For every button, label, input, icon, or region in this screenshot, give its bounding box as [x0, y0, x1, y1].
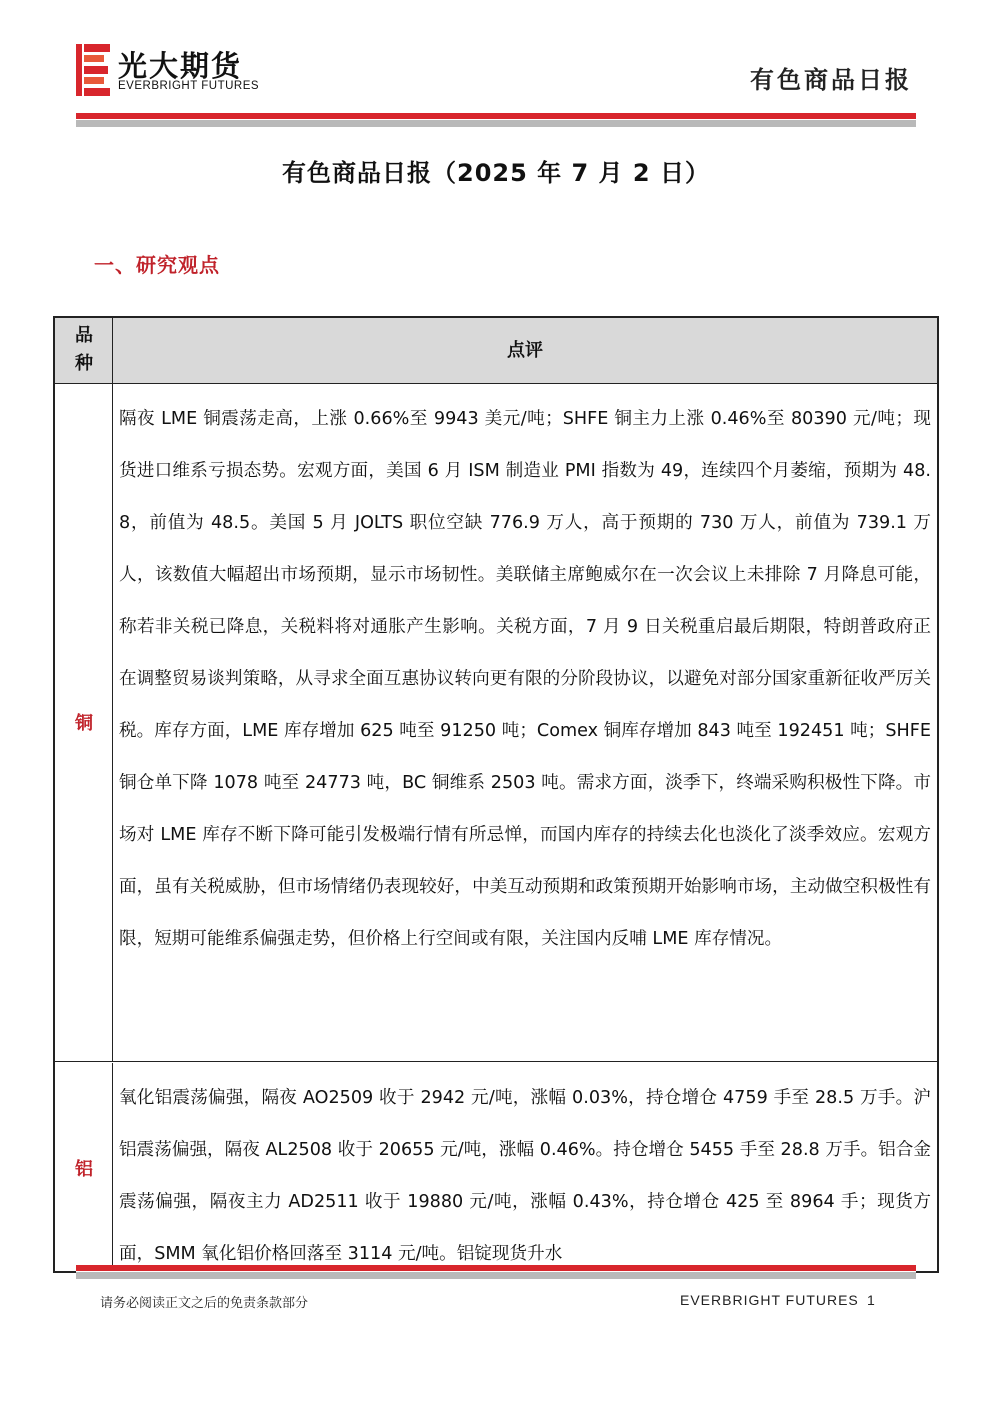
- comment-cell: [113, 384, 937, 1061]
- header-cell-comment: [113, 318, 937, 383]
- document-title: 有色商品日报（2025 年 7 月 2 日）: [282, 159, 710, 187]
- report-header-title: 有色商品日报: [750, 66, 912, 94]
- variety-cell: [55, 1063, 113, 1273]
- table-header-row: [55, 318, 937, 384]
- variety-name: 铜: [75, 713, 93, 734]
- header-variety-label: 品 种: [75, 325, 93, 374]
- company-logo: [76, 42, 286, 102]
- comment-text: 氧化铝震荡偏强，隔夜 AO2509 收于 2942 元/吨，涨幅 0.03%，持仓增仓 4759 手至 28.5 万手。沪铝震荡偏强，隔夜 AL2508 收于 20655 元/吨，涨幅 0.46%。持仓增仓 5455 手至 28.8 万手。铝合金震荡偏强，隔夜主力 AD2511 收于 19880 元/吨，涨幅 0.43%，持仓增仓 425 至 8964 手；现货方面，SMM 氧化铝价格回落至 3114 元/吨。铝锭现货升水: [119, 1088, 931, 1264]
- footer-brand: EVERBRIGHT FUTURES: [680, 1292, 859, 1308]
- comment-text: 隔夜 LME 铜震荡走高，上涨 0.66%至 9943 美元/吨；SHFE 铜主力上涨 0.46%至 80390 元/吨；现货进口维系亏损态势。宏观方面，美国 6 月 ISM 制造业 PMI 指数为 49，连续四个月萎缩，预期为 48.8，前值为 48.5。美国 5 月 JOLTS 职位空缺 776.9 万人，高于预期的 730 万人，前值为 739.1 万人，该数值大幅超出市场预期，显示市场韧性。美联储主席鲍威尔在一次会议上未排除 7 月降息可能，称若非关税已降息，关税料将对通胀产生影响。关税方面，7 月 9 日关税重启最后期限，特朗普政府正在调整贸易谈判策略，从寻求全面互惠协议转向更有限的分阶段协议，以避免对部分国家重新征收严厉关税。库存方面，LME 库存增加 625 吨至 91250 吨；Comex 铜库存增加 843 吨至 192451 吨；SHFE 铜仓单下降 1078 吨至 24773 吨，BC 铜维系 2503 吨。需求方面，淡季下，终端采购积极性下降。市场对 LME 库存不断下降可能引发极端行情有所忌惮，而国内库存的持续去化也淡化了淡季效应。宏观方面，虽有关税威胁，但市场情绪仍表现较好，中美互动预期和政策预期开始影响市场，主动做空积极性有限，短期可能维系偏强走势，但价格上行空间或有限，关注国内反哺 LME 库存情况。: [119, 409, 931, 949]
- header-rule: [76, 113, 916, 127]
- variety-cell: [55, 384, 113, 1061]
- comment-cell: [113, 1063, 937, 1273]
- table-row-copper: [55, 384, 937, 1062]
- everbright-logo-icon: [76, 44, 110, 96]
- footer-rule: [76, 1265, 916, 1279]
- header-cell-variety: [55, 318, 113, 383]
- header-comment-label: 点评: [507, 340, 543, 361]
- logo-text-en: EVERBRIGHT FUTURES: [118, 80, 260, 92]
- section-heading: 一、研究观点: [94, 253, 220, 277]
- page-number: 1: [867, 1292, 875, 1308]
- logo-text-cn: 光大期货: [118, 49, 243, 83]
- variety-name: 铝: [75, 1159, 93, 1180]
- commentary-table: [53, 316, 939, 1273]
- table-row-aluminum: [55, 1063, 937, 1273]
- footer-disclaimer: 请务必阅读正文之后的免责条款部分: [100, 1296, 309, 1311]
